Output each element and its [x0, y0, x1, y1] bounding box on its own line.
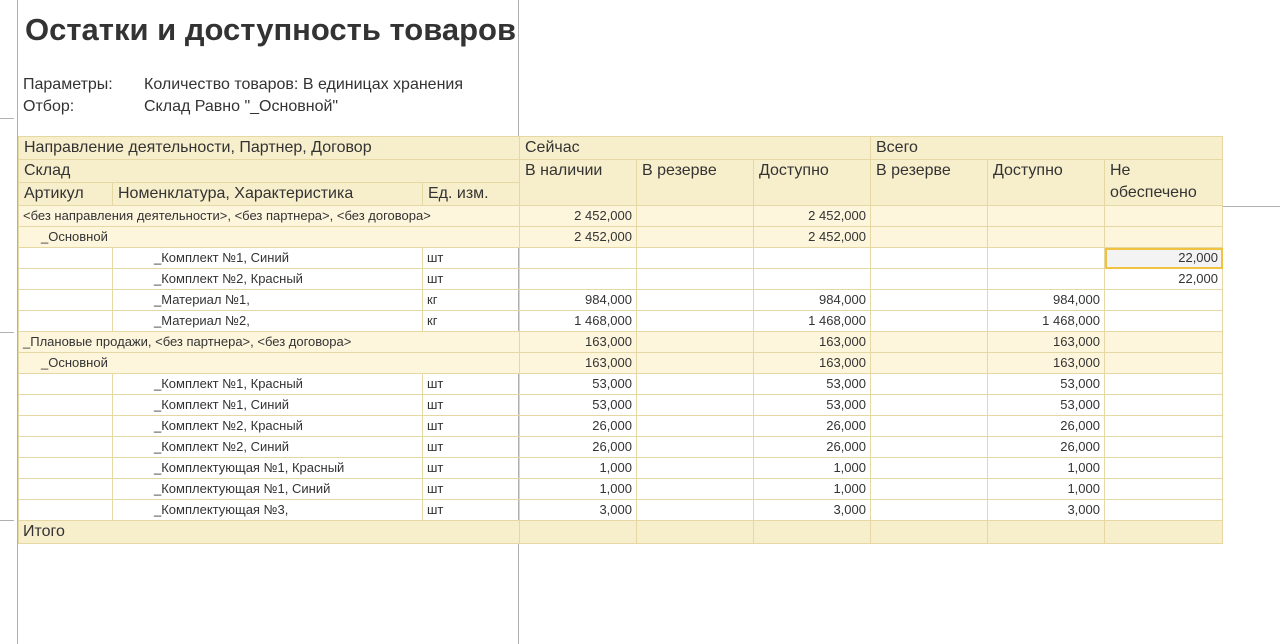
total-reserved-total[interactable]	[871, 521, 988, 544]
item-available[interactable]: 1 468,000	[754, 311, 871, 332]
grid-line-h4	[0, 520, 14, 521]
item-reserved-total[interactable]	[871, 500, 988, 521]
item-available-total[interactable]: 1,000	[988, 479, 1105, 500]
item-not-provided[interactable]: 22,000	[1105, 269, 1223, 290]
filter-value: Склад Равно "_Основной"	[144, 98, 339, 115]
group-row[interactable]	[19, 206, 1223, 227]
item-article[interactable]	[19, 290, 113, 311]
header-now[interactable]: Сейчас	[520, 137, 871, 160]
warehouse-available-total[interactable]: 163,000	[988, 353, 1105, 374]
item-reserved[interactable]	[637, 290, 754, 311]
item-unit[interactable]: шт	[423, 500, 520, 521]
item-unit[interactable]: шт	[423, 269, 520, 290]
warehouse-in-stock[interactable]: 163,000	[520, 353, 637, 374]
item-unit[interactable]: кг	[423, 290, 520, 311]
warehouse-row[interactable]	[19, 227, 1223, 248]
grid-line-h1	[0, 118, 14, 119]
item-reserved-total[interactable]	[871, 248, 988, 269]
item-reserved[interactable]	[637, 248, 754, 269]
item-reserved[interactable]	[637, 374, 754, 395]
item-article[interactable]	[19, 437, 113, 458]
warehouse-name[interactable]: _Основной	[19, 353, 520, 374]
group-not-provided[interactable]	[1105, 206, 1223, 227]
item-unit[interactable]: шт	[423, 374, 520, 395]
item-article[interactable]	[19, 416, 113, 437]
table-row[interactable]	[19, 395, 1223, 416]
item-in-stock[interactable]: 1,000	[520, 479, 637, 500]
item-not-provided[interactable]	[1105, 479, 1223, 500]
item-in-stock[interactable]	[520, 248, 637, 269]
item-not-provided[interactable]	[1105, 374, 1223, 395]
warehouse-available[interactable]: 2 452,000	[754, 227, 871, 248]
item-in-stock[interactable]: 53,000	[520, 374, 637, 395]
table-row[interactable]	[19, 269, 1223, 290]
item-available[interactable]: 1,000	[754, 479, 871, 500]
item-reserved[interactable]	[637, 311, 754, 332]
item-name[interactable]: _Материал №2,	[113, 311, 423, 332]
item-available[interactable]: 53,000	[754, 374, 871, 395]
item-article[interactable]	[19, 500, 113, 521]
item-article[interactable]	[19, 248, 113, 269]
item-name[interactable]: _Материал №1,	[113, 290, 423, 311]
group-reserved[interactable]	[637, 332, 754, 353]
item-name[interactable]: _Комплектующая №3,	[113, 500, 423, 521]
item-not-provided[interactable]	[1105, 395, 1223, 416]
group-name[interactable]: _Плановые продажи, <без партнера>, <без договора>	[19, 332, 520, 353]
item-article[interactable]	[19, 269, 113, 290]
item-available[interactable]: 1,000	[754, 458, 871, 479]
item-not-provided[interactable]	[1105, 416, 1223, 437]
warehouse-available[interactable]: 163,000	[754, 353, 871, 374]
total-not-provided[interactable]	[1105, 521, 1223, 544]
warehouse-name[interactable]: _Основной	[19, 227, 520, 248]
header-reserved-total[interactable]: В резерве	[871, 160, 988, 206]
item-in-stock[interactable]: 53,000	[520, 395, 637, 416]
item-reserved-total[interactable]	[871, 395, 988, 416]
header-article[interactable]: Артикул	[19, 183, 113, 206]
item-available[interactable]: 26,000	[754, 437, 871, 458]
table-row[interactable]	[19, 416, 1223, 437]
item-unit[interactable]: шт	[423, 248, 520, 269]
item-name[interactable]: _Комплектующая №1, Синий	[113, 479, 423, 500]
item-reserved-total[interactable]	[871, 311, 988, 332]
item-reserved-total[interactable]	[871, 269, 988, 290]
group-reserved-total[interactable]	[871, 332, 988, 353]
header-row-1	[19, 137, 1223, 160]
item-article[interactable]	[19, 374, 113, 395]
group-in-stock[interactable]: 2 452,000	[520, 206, 637, 227]
total-available-total[interactable]	[988, 521, 1105, 544]
item-reserved[interactable]	[637, 458, 754, 479]
item-reserved-total[interactable]	[871, 416, 988, 437]
total-label[interactable]: Итого	[19, 521, 520, 544]
warehouse-reserved[interactable]	[637, 353, 754, 374]
item-reserved[interactable]	[637, 500, 754, 521]
item-available[interactable]: 53,000	[754, 395, 871, 416]
group-name[interactable]: <без направления деятельности>, <без партнера>, <без договора>	[19, 206, 520, 227]
item-in-stock[interactable]: 3,000	[520, 500, 637, 521]
group-reserved[interactable]	[637, 206, 754, 227]
item-reserved-total[interactable]	[871, 479, 988, 500]
table-row[interactable]	[19, 311, 1223, 332]
item-unit[interactable]: шт	[423, 395, 520, 416]
warehouse-not-provided[interactable]	[1105, 227, 1223, 248]
item-available-total[interactable]: 3,000	[988, 500, 1105, 521]
table-row[interactable]	[19, 248, 1223, 269]
item-unit[interactable]: шт	[423, 416, 520, 437]
item-in-stock[interactable]: 984,000	[520, 290, 637, 311]
group-not-provided[interactable]	[1105, 332, 1223, 353]
item-not-provided[interactable]	[1105, 500, 1223, 521]
total-row[interactable]	[19, 521, 1223, 544]
group-row[interactable]	[19, 332, 1223, 353]
item-available-total[interactable]: 984,000	[988, 290, 1105, 311]
header-warehouse[interactable]: Склад	[19, 160, 520, 183]
item-available-total[interactable]: 26,000	[988, 437, 1105, 458]
item-in-stock[interactable]: 26,000	[520, 437, 637, 458]
item-available-total[interactable]	[988, 269, 1105, 290]
item-reserved[interactable]	[637, 395, 754, 416]
table-row[interactable]	[19, 479, 1223, 500]
params-label: Параметры:	[23, 76, 113, 93]
selected-cell[interactable]: 22,000	[1105, 248, 1223, 269]
warehouse-in-stock[interactable]: 2 452,000	[520, 227, 637, 248]
header-in-stock[interactable]: В наличии	[520, 160, 637, 206]
header-not-provided[interactable]: Не обеспечено	[1105, 160, 1223, 206]
item-available[interactable]: 3,000	[754, 500, 871, 521]
item-available-total[interactable]: 1,000	[988, 458, 1105, 479]
item-available[interactable]	[754, 248, 871, 269]
item-name[interactable]: _Комплект №2, Красный	[113, 416, 423, 437]
table-row[interactable]	[19, 500, 1223, 521]
item-not-provided[interactable]	[1105, 311, 1223, 332]
item-reserved[interactable]	[637, 437, 754, 458]
item-in-stock[interactable]: 1 468,000	[520, 311, 637, 332]
item-unit[interactable]: шт	[423, 458, 520, 479]
warehouse-not-provided[interactable]	[1105, 353, 1223, 374]
item-unit[interactable]: кг	[423, 311, 520, 332]
total-in-stock[interactable]	[520, 521, 637, 544]
item-article[interactable]	[19, 311, 113, 332]
group-available[interactable]: 2 452,000	[754, 206, 871, 227]
total-reserved[interactable]	[637, 521, 754, 544]
item-available-total[interactable]	[988, 248, 1105, 269]
item-available-total[interactable]: 1 468,000	[988, 311, 1105, 332]
header-available-total[interactable]: Доступно	[988, 160, 1105, 206]
warehouse-row[interactable]	[19, 353, 1223, 374]
total-available[interactable]	[754, 521, 871, 544]
header-reserved[interactable]: В резерве	[637, 160, 754, 206]
item-in-stock[interactable]	[520, 269, 637, 290]
item-name[interactable]: _Комплект №1, Синий	[113, 395, 423, 416]
item-unit[interactable]: шт	[423, 479, 520, 500]
header-nomenclature[interactable]: Номенклатура, Характеристика	[113, 183, 423, 206]
table-row[interactable]	[19, 290, 1223, 311]
header-group-dims[interactable]: Направление деятельности, Партнер, Договор	[19, 137, 520, 160]
item-available[interactable]: 26,000	[754, 416, 871, 437]
item-reserved[interactable]	[637, 416, 754, 437]
item-name[interactable]: _Комплект №1, Красный	[113, 374, 423, 395]
header-available[interactable]: Доступно	[754, 160, 871, 206]
report-title: Остатки и доступность товаров	[25, 12, 517, 47]
group-available-total[interactable]: 163,000	[988, 332, 1105, 353]
item-reserved[interactable]	[637, 479, 754, 500]
grid-line-h2	[1222, 206, 1280, 207]
item-available[interactable]	[754, 269, 871, 290]
item-in-stock[interactable]: 26,000	[520, 416, 637, 437]
group-reserved-total[interactable]	[871, 206, 988, 227]
table-row[interactable]	[19, 437, 1223, 458]
warehouse-reserved-total[interactable]	[871, 227, 988, 248]
item-name[interactable]: _Комплект №2, Красный	[113, 269, 423, 290]
item-name[interactable]: _Комплект №2, Синий	[113, 437, 423, 458]
item-available[interactable]: 984,000	[754, 290, 871, 311]
group-available[interactable]: 163,000	[754, 332, 871, 353]
warehouse-reserved-total[interactable]	[871, 353, 988, 374]
item-name[interactable]: _Комплект №1, Синий	[113, 248, 423, 269]
header-row-2	[19, 160, 1223, 183]
warehouse-available-total[interactable]	[988, 227, 1105, 248]
item-reserved-total[interactable]	[871, 290, 988, 311]
table-row[interactable]	[19, 374, 1223, 395]
grid-line-h3	[0, 332, 14, 333]
group-available-total[interactable]	[988, 206, 1105, 227]
header-total-group[interactable]: Всего	[871, 137, 1223, 160]
item-unit[interactable]: шт	[423, 437, 520, 458]
item-reserved-total[interactable]	[871, 437, 988, 458]
filter-label: Отбор:	[23, 98, 75, 115]
item-available-total[interactable]: 53,000	[988, 395, 1105, 416]
item-article[interactable]	[19, 479, 113, 500]
header-unit[interactable]: Ед. изм.	[423, 183, 520, 206]
table-row[interactable]	[19, 458, 1223, 479]
item-in-stock[interactable]: 1,000	[520, 458, 637, 479]
item-article[interactable]	[19, 395, 113, 416]
group-in-stock[interactable]: 163,000	[520, 332, 637, 353]
item-not-provided[interactable]	[1105, 458, 1223, 479]
params-value: Количество товаров: В единицах хранения	[144, 76, 464, 93]
report-table	[18, 136, 1223, 544]
item-not-provided[interactable]	[1105, 437, 1223, 458]
item-available-total[interactable]: 26,000	[988, 416, 1105, 437]
item-article[interactable]	[19, 458, 113, 479]
warehouse-reserved[interactable]	[637, 227, 754, 248]
item-reserved-total[interactable]	[871, 374, 988, 395]
item-reserved-total[interactable]	[871, 458, 988, 479]
item-reserved[interactable]	[637, 269, 754, 290]
item-name[interactable]: _Комплектующая №1, Красный	[113, 458, 423, 479]
item-available-total[interactable]: 53,000	[988, 374, 1105, 395]
item-not-provided[interactable]	[1105, 290, 1223, 311]
